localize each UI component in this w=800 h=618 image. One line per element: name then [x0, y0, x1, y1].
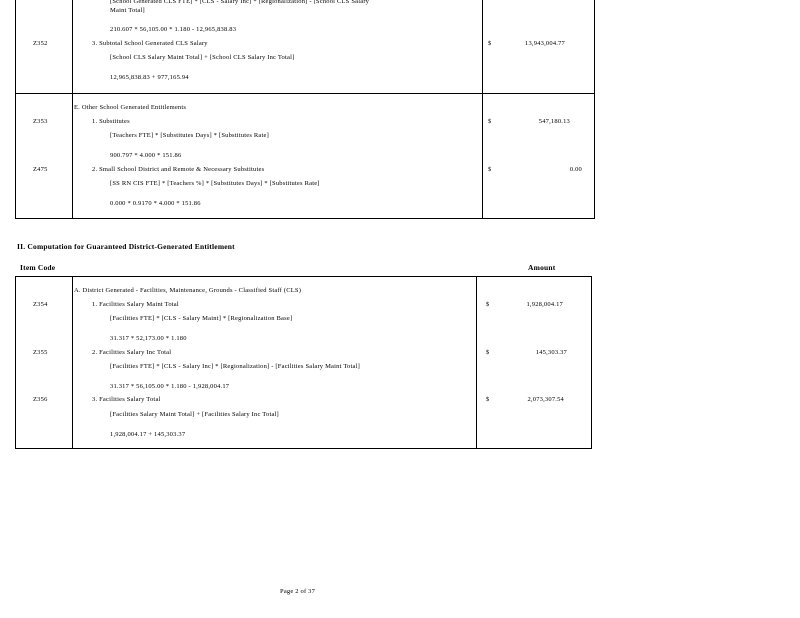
- row-formula: [SS RN CIS FTE] * [Teachers %] * [Substitutes Days] * [Substitutes Rate]: [110, 180, 320, 187]
- dollar-sign: $: [488, 118, 492, 125]
- row-amount: 13,943,004.77: [525, 40, 565, 47]
- row-values: 1,928,004.17 + 145,303.37: [110, 431, 186, 438]
- column-header-item-code: Item Code: [20, 263, 56, 272]
- section-title: II. Computation for Guaranteed District-Generated Entitlement: [17, 242, 235, 251]
- dollar-sign: $: [488, 166, 492, 173]
- column-header-amount: Amount: [528, 263, 556, 272]
- dollar-sign: $: [486, 396, 490, 403]
- row-label: 2. Facilities Salary Inc Total: [92, 349, 172, 356]
- row-label: 1. Substitutes: [92, 118, 130, 125]
- row-values: 0.000 * 0.9170 * 4.000 * 151.86: [110, 200, 201, 207]
- section-heading: E. Other School Generated Entitlements: [74, 104, 187, 111]
- row-formula: [Teachers FTE] * [Substitutes Days] * [Substitutes Rate]: [110, 132, 269, 139]
- top-formula-line-2: Maint Total]: [110, 7, 145, 14]
- top-table-row-divider: [15, 93, 595, 94]
- top-table-col-divider-left: [72, 0, 73, 219]
- top-values-line: 210.607 * 56,105.00 * 1.180 - 12,965,838.83: [110, 26, 237, 33]
- section2-col-divider-left: [72, 276, 73, 449]
- row-formula: [School CLS Salary Maint Total] + [School CLS Salary Inc Total]: [110, 54, 295, 61]
- row-label: 3. Subtotal School Generated CLS Salary: [92, 40, 208, 47]
- section2-col-divider-right: [476, 276, 477, 449]
- row-formula: [Facilities Salary Maint Total] + [Facilities Salary Inc Total]: [110, 411, 279, 418]
- row-values: 900.797 * 4.000 * 151.86: [110, 152, 182, 159]
- dollar-sign: $: [486, 349, 490, 356]
- section-heading: A. District Generated - Facilities, Maintenance, Grounds - Classified Staff (CLS): [74, 287, 302, 294]
- top-formula-line-1: [School Generated CLS FTE] * [CLS - Salary Inc] * [Regionalization] - [School CLS Salary: [110, 0, 370, 5]
- row-formula: [Facilities FTE] * [CLS - Salary Maint] * [Regionalization Base]: [110, 315, 293, 322]
- row-label: 2. Small School District and Remote & Necessary Substitutes: [92, 166, 265, 173]
- item-code: Z353: [33, 118, 48, 125]
- row-amount: 2,073,307.54: [527, 396, 564, 403]
- item-code: Z355: [33, 349, 48, 356]
- row-values: 31.317 * 52,173.00 * 1.180: [110, 335, 187, 342]
- row-amount: 547,180.13: [538, 118, 570, 125]
- row-values: 12,965,838.83 + 977,165.94: [110, 74, 189, 81]
- row-formula: [Facilities FTE] * [CLS - Salary Inc] * [Regionalization] - [Facilities Salary Maint Total]: [110, 363, 360, 370]
- item-code: Z356: [33, 396, 48, 403]
- top-table-col-divider-right: [482, 0, 483, 219]
- row-amount: 1,928,004.17: [526, 301, 563, 308]
- row-values: 31.317 * 56,105.00 * 1.180 - 1,928,004.17: [110, 383, 230, 390]
- row-label: 1. Facilities Salary Maint Total: [92, 301, 179, 308]
- page-number: Page 2 of 37: [280, 588, 316, 595]
- row-amount: 145,303.37: [535, 349, 567, 356]
- dollar-sign: $: [486, 301, 490, 308]
- dollar-sign: $: [488, 40, 492, 47]
- item-code: Z352: [33, 40, 48, 47]
- item-code: Z475: [33, 166, 48, 173]
- item-code: Z354: [33, 301, 48, 308]
- row-amount: 0.00: [569, 166, 582, 173]
- row-label: 3. Facilities Salary Total: [92, 396, 161, 403]
